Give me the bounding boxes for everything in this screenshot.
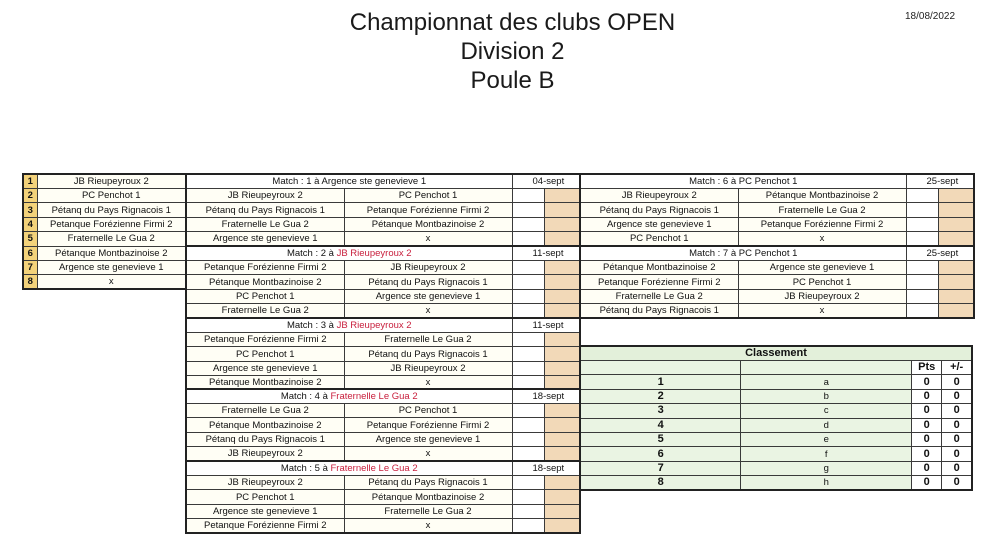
score-cell[interactable] — [512, 304, 544, 319]
score-cell[interactable] — [906, 275, 938, 289]
score-cell[interactable] — [512, 504, 544, 518]
standings-team: e — [741, 432, 912, 446]
score-cell[interactable] — [512, 476, 544, 490]
match-title — [580, 246, 906, 261]
score-cell[interactable] — [938, 232, 974, 247]
standings-team: c — [741, 404, 912, 418]
home-team: Petanque Forézienne Firmi 2 — [186, 261, 344, 275]
standings-team: f — [741, 447, 912, 461]
standings-header-blank — [580, 361, 741, 375]
match-game-row — [186, 217, 580, 231]
match-header — [580, 246, 974, 261]
team-name: JB Rieupeyroux 2 — [37, 174, 186, 189]
match-game-row — [580, 189, 974, 203]
away-team: Pétanque Montbazinoise 2 — [738, 189, 906, 203]
match-game-row — [186, 432, 580, 446]
away-team: Pétanque Montbazinoise 2 — [344, 490, 512, 504]
match-game-row — [186, 304, 580, 319]
home-team: Pétanque Montbazinoise 2 — [580, 261, 738, 275]
away-team: JB Rieupeyroux 2 — [738, 289, 906, 303]
away-team: Argence ste genevieve 1 — [344, 432, 512, 446]
score-cell[interactable] — [906, 189, 938, 203]
standings-diff: 0 — [942, 404, 972, 418]
standings-rank: 7 — [580, 461, 741, 475]
home-team: Petanque Forézienne Firmi 2 — [186, 519, 344, 534]
score-cell[interactable] — [938, 289, 974, 303]
score-cell[interactable] — [544, 404, 580, 418]
points-header: Pts — [912, 361, 942, 375]
match-5-table — [185, 460, 581, 534]
team-number: 5 — [23, 232, 37, 246]
score-cell[interactable] — [512, 217, 544, 231]
match-game-row — [186, 476, 580, 490]
away-team: Pétanque Montbazinoise 2 — [344, 217, 512, 231]
match-game-row — [580, 304, 974, 319]
match-game-row — [186, 333, 580, 347]
match-venue: PC Penchot 1 — [738, 248, 798, 259]
score-cell[interactable] — [544, 361, 580, 375]
standings-points: 0 — [912, 447, 942, 461]
match-header — [186, 389, 580, 404]
match-label: Match : 6 à — [689, 176, 739, 187]
match-date: 18-sept — [512, 389, 580, 404]
standings-row — [580, 447, 972, 461]
score-cell[interactable] — [512, 347, 544, 361]
match-title — [580, 174, 906, 189]
score-cell[interactable] — [938, 217, 974, 231]
away-team: Petanque Forézienne Firmi 2 — [738, 217, 906, 231]
team-row — [23, 260, 186, 274]
standings-title: Classement — [580, 346, 972, 361]
match-label: Match : 7 à — [689, 248, 739, 259]
standings-row — [580, 476, 972, 491]
standings-rank: 6 — [580, 447, 741, 461]
home-team: Argence ste genevieve 1 — [580, 217, 738, 231]
home-team: Pétanq du Pays Rignacois 1 — [580, 203, 738, 217]
home-team: JB Rieupeyroux 2 — [186, 476, 344, 490]
home-team: Pétanque Montbazinoise 2 — [186, 418, 344, 432]
away-team: x — [344, 232, 512, 247]
team-name: PC Penchot 1 — [37, 189, 186, 203]
match-6-table — [579, 173, 975, 247]
match-game-row — [186, 418, 580, 432]
match-game-row — [580, 289, 974, 303]
match-2-table — [185, 245, 581, 319]
team-row — [23, 189, 186, 203]
match-game-row — [580, 217, 974, 231]
championship-title: Championnat des clubs OPEN — [349, 9, 676, 36]
match-header — [580, 174, 974, 189]
home-team: Petanque Forézienne Firmi 2 — [186, 333, 344, 347]
score-cell[interactable] — [544, 289, 580, 303]
match-header — [186, 461, 580, 476]
standings-rank: 2 — [580, 389, 741, 403]
home-team: Pétanq du Pays Rignacois 1 — [186, 432, 344, 446]
match-game-row — [186, 289, 580, 303]
team-row — [23, 174, 186, 189]
team-row — [23, 232, 186, 246]
away-team: x — [344, 447, 512, 462]
team-name: Pétanq du Pays Rignacois 1 — [37, 203, 186, 217]
match-title — [186, 389, 512, 404]
standings-rank: 1 — [580, 375, 741, 389]
match-game-row — [186, 519, 580, 534]
away-team: PC Penchot 1 — [738, 275, 906, 289]
away-team: JB Rieupeyroux 2 — [344, 361, 512, 375]
standings-team: h — [741, 476, 912, 491]
match-game-row — [186, 347, 580, 361]
standings-team: b — [741, 389, 912, 403]
standings-row — [580, 461, 972, 475]
match-game-row — [186, 361, 580, 375]
team-name: x — [37, 275, 186, 290]
score-cell[interactable] — [544, 418, 580, 432]
match-game-row — [186, 275, 580, 289]
away-team: Pétanq du Pays Rignacois 1 — [344, 476, 512, 490]
match-game-row — [186, 490, 580, 504]
home-team: Fraternelle Le Gua 2 — [580, 289, 738, 303]
match-game-row — [580, 203, 974, 217]
score-cell[interactable] — [512, 418, 544, 432]
match-game-row — [186, 404, 580, 418]
score-cell[interactable] — [906, 203, 938, 217]
standings-points: 0 — [912, 476, 942, 491]
match-3-table — [185, 317, 581, 391]
score-cell[interactable] — [544, 261, 580, 275]
match-venue: JB Rieupeyroux 2 — [336, 320, 412, 331]
score-cell[interactable] — [512, 232, 544, 247]
standings-diff: 0 — [942, 375, 972, 389]
score-cell[interactable] — [938, 203, 974, 217]
away-team: x — [738, 304, 906, 319]
match-4-table — [185, 388, 581, 462]
away-team: Argence ste genevieve 1 — [738, 261, 906, 275]
standings-row — [580, 404, 972, 418]
match-venue: PC Penchot 1 — [738, 176, 798, 187]
score-cell[interactable] — [906, 304, 938, 319]
score-cell[interactable] — [906, 289, 938, 303]
home-team: JB Rieupeyroux 2 — [186, 189, 344, 203]
score-cell[interactable] — [512, 333, 544, 347]
team-row — [23, 203, 186, 217]
match-date: 25-sept — [906, 174, 974, 189]
standings-row — [580, 418, 972, 432]
match-game-row — [186, 203, 580, 217]
team-number: 6 — [23, 246, 37, 260]
standings-row — [580, 432, 972, 446]
score-cell[interactable] — [544, 519, 580, 534]
team-name: Petanque Forézienne Firmi 2 — [37, 217, 186, 231]
score-cell[interactable] — [938, 261, 974, 275]
team-number: 8 — [23, 275, 37, 290]
away-team: Pétanq du Pays Rignacois 1 — [344, 347, 512, 361]
match-game-row — [186, 447, 580, 462]
score-cell[interactable] — [512, 361, 544, 375]
score-cell[interactable] — [512, 203, 544, 217]
match-game-row — [580, 275, 974, 289]
title-block — [240, 8, 785, 95]
score-cell[interactable] — [906, 261, 938, 275]
standings-points: 0 — [912, 418, 942, 432]
home-team: Fraternelle Le Gua 2 — [186, 404, 344, 418]
away-team: x — [344, 519, 512, 534]
home-team: Argence ste genevieve 1 — [186, 232, 344, 247]
standings-team: d — [741, 418, 912, 432]
match-game-row — [186, 504, 580, 518]
score-cell[interactable] — [512, 189, 544, 203]
match-1-table — [185, 173, 581, 247]
match-7-table — [579, 245, 975, 319]
standings-rank: 8 — [580, 476, 741, 491]
score-cell[interactable] — [544, 203, 580, 217]
away-team: Fraternelle Le Gua 2 — [738, 203, 906, 217]
match-header — [186, 174, 580, 189]
home-team: Petanque Forézienne Firmi 2 — [580, 275, 738, 289]
standings-points: 0 — [912, 375, 942, 389]
standings-team: g — [741, 461, 912, 475]
standings-rank: 5 — [580, 432, 741, 446]
standings-row — [580, 389, 972, 403]
standings-diff: 0 — [942, 432, 972, 446]
away-team: x — [344, 304, 512, 319]
team-number: 4 — [23, 217, 37, 231]
away-team: Fraternelle Le Gua 2 — [344, 504, 512, 518]
match-title — [186, 174, 512, 189]
home-team: Fraternelle Le Gua 2 — [186, 304, 344, 319]
standings-points: 0 — [912, 404, 942, 418]
standings-points: 0 — [912, 432, 942, 446]
team-number: 2 — [23, 189, 37, 203]
standings-points: 0 — [912, 389, 942, 403]
home-team: PC Penchot 1 — [186, 490, 344, 504]
match-title — [186, 318, 512, 333]
standings-row — [580, 375, 972, 389]
home-team: PC Penchot 1 — [580, 232, 738, 247]
score-cell[interactable] — [544, 504, 580, 518]
score-cell[interactable] — [544, 490, 580, 504]
match-label: Match : 4 à — [280, 391, 331, 402]
team-number: 3 — [23, 203, 37, 217]
away-team: PC Penchot 1 — [344, 189, 512, 203]
score-cell[interactable] — [938, 275, 974, 289]
score-cell[interactable] — [544, 432, 580, 446]
score-cell[interactable] — [544, 275, 580, 289]
standings-rank: 3 — [580, 404, 741, 418]
away-team: Petanque Forézienne Firmi 2 — [344, 418, 512, 432]
match-game-row — [186, 232, 580, 247]
score-cell[interactable] — [512, 432, 544, 446]
match-game-row — [580, 261, 974, 275]
home-team: Fraternelle Le Gua 2 — [186, 217, 344, 231]
standings-diff: 0 — [942, 461, 972, 475]
match-game-row — [186, 261, 580, 275]
away-team: PC Penchot 1 — [344, 404, 512, 418]
score-cell[interactable] — [512, 447, 544, 462]
score-cell[interactable] — [512, 289, 544, 303]
team-name: Pétanque Montbazinoise 2 — [37, 246, 186, 260]
match-header — [186, 318, 580, 333]
standings-rank: 4 — [580, 418, 741, 432]
team-number: 1 — [23, 174, 37, 189]
score-cell[interactable] — [512, 519, 544, 534]
standings-team: a — [741, 375, 912, 389]
match-date: 18-sept — [512, 461, 580, 476]
home-team: PC Penchot 1 — [186, 347, 344, 361]
standings-diff: 0 — [942, 476, 972, 491]
match-date: 04-sept — [512, 174, 580, 189]
match-label: Match : 5 à — [280, 463, 331, 474]
standings-header-blank — [741, 361, 912, 375]
score-cell[interactable] — [906, 232, 938, 247]
score-cell[interactable] — [544, 304, 580, 319]
score-cell[interactable] — [906, 217, 938, 231]
team-list — [22, 173, 187, 290]
match-date: 25-sept — [906, 246, 974, 261]
print-date: 18/08/2022 — [905, 11, 956, 22]
team-name: Argence ste genevieve 1 — [37, 260, 186, 274]
match-label: Match : 3 à — [286, 320, 337, 331]
home-team: Pétanque Montbazinoise 2 — [186, 275, 344, 289]
match-title — [186, 461, 512, 476]
match-date: 11-sept — [512, 318, 580, 333]
match-date: 11-sept — [512, 246, 580, 261]
away-team: Argence ste genevieve 1 — [344, 289, 512, 303]
home-team: JB Rieupeyroux 2 — [580, 189, 738, 203]
score-cell[interactable] — [512, 404, 544, 418]
score-cell[interactable] — [512, 261, 544, 275]
standings-points: 0 — [912, 461, 942, 475]
match-venue: Argence ste genevieve 1 — [321, 176, 427, 187]
team-name: Fraternelle Le Gua 2 — [37, 232, 186, 246]
score-cell[interactable] — [544, 217, 580, 231]
match-header — [186, 246, 580, 261]
team-row — [23, 217, 186, 231]
score-cell[interactable] — [544, 447, 580, 462]
score-cell[interactable] — [938, 189, 974, 203]
match-game-row — [580, 232, 974, 247]
away-team: JB Rieupeyroux 2 — [344, 261, 512, 275]
score-cell[interactable] — [544, 333, 580, 347]
away-team: x — [344, 376, 512, 391]
score-cell[interactable] — [512, 275, 544, 289]
team-row — [23, 246, 186, 260]
match-title — [186, 246, 512, 261]
diff-header: +/- — [942, 361, 972, 375]
score-cell[interactable] — [512, 490, 544, 504]
team-row — [23, 275, 186, 290]
home-team: Pétanq du Pays Rignacois 1 — [186, 203, 344, 217]
match-game-row — [186, 189, 580, 203]
match-venue: JB Rieupeyroux 2 — [336, 248, 412, 259]
home-team: Argence ste genevieve 1 — [186, 504, 344, 518]
score-cell[interactable] — [544, 347, 580, 361]
home-team: Argence ste genevieve 1 — [186, 361, 344, 375]
standings-table — [579, 345, 973, 491]
score-cell[interactable] — [544, 476, 580, 490]
match-venue: Fraternelle Le Gua 2 — [330, 391, 418, 402]
home-team: PC Penchot 1 — [186, 289, 344, 303]
standings-diff: 0 — [942, 418, 972, 432]
team-number: 7 — [23, 260, 37, 274]
home-team: Pétanque Montbazinoise 2 — [186, 376, 344, 391]
pool-title: Poule B — [470, 67, 555, 94]
away-team: Petanque Forézienne Firmi 2 — [344, 203, 512, 217]
standings-diff: 0 — [942, 447, 972, 461]
home-team: JB Rieupeyroux 2 — [186, 447, 344, 462]
standings-diff: 0 — [942, 389, 972, 403]
away-team: Fraternelle Le Gua 2 — [344, 333, 512, 347]
match-label: Match : 2 à — [286, 248, 337, 259]
away-team: x — [738, 232, 906, 247]
away-team: Pétanq du Pays Rignacois 1 — [344, 275, 512, 289]
score-cell[interactable] — [544, 232, 580, 247]
home-team: Pétanq du Pays Rignacois 1 — [580, 304, 738, 319]
division-title: Division 2 — [460, 38, 565, 65]
match-venue: Fraternelle Le Gua 2 — [330, 463, 418, 474]
score-cell[interactable] — [938, 304, 974, 319]
score-cell[interactable] — [544, 189, 580, 203]
match-label: Match : 1 à — [272, 176, 322, 187]
